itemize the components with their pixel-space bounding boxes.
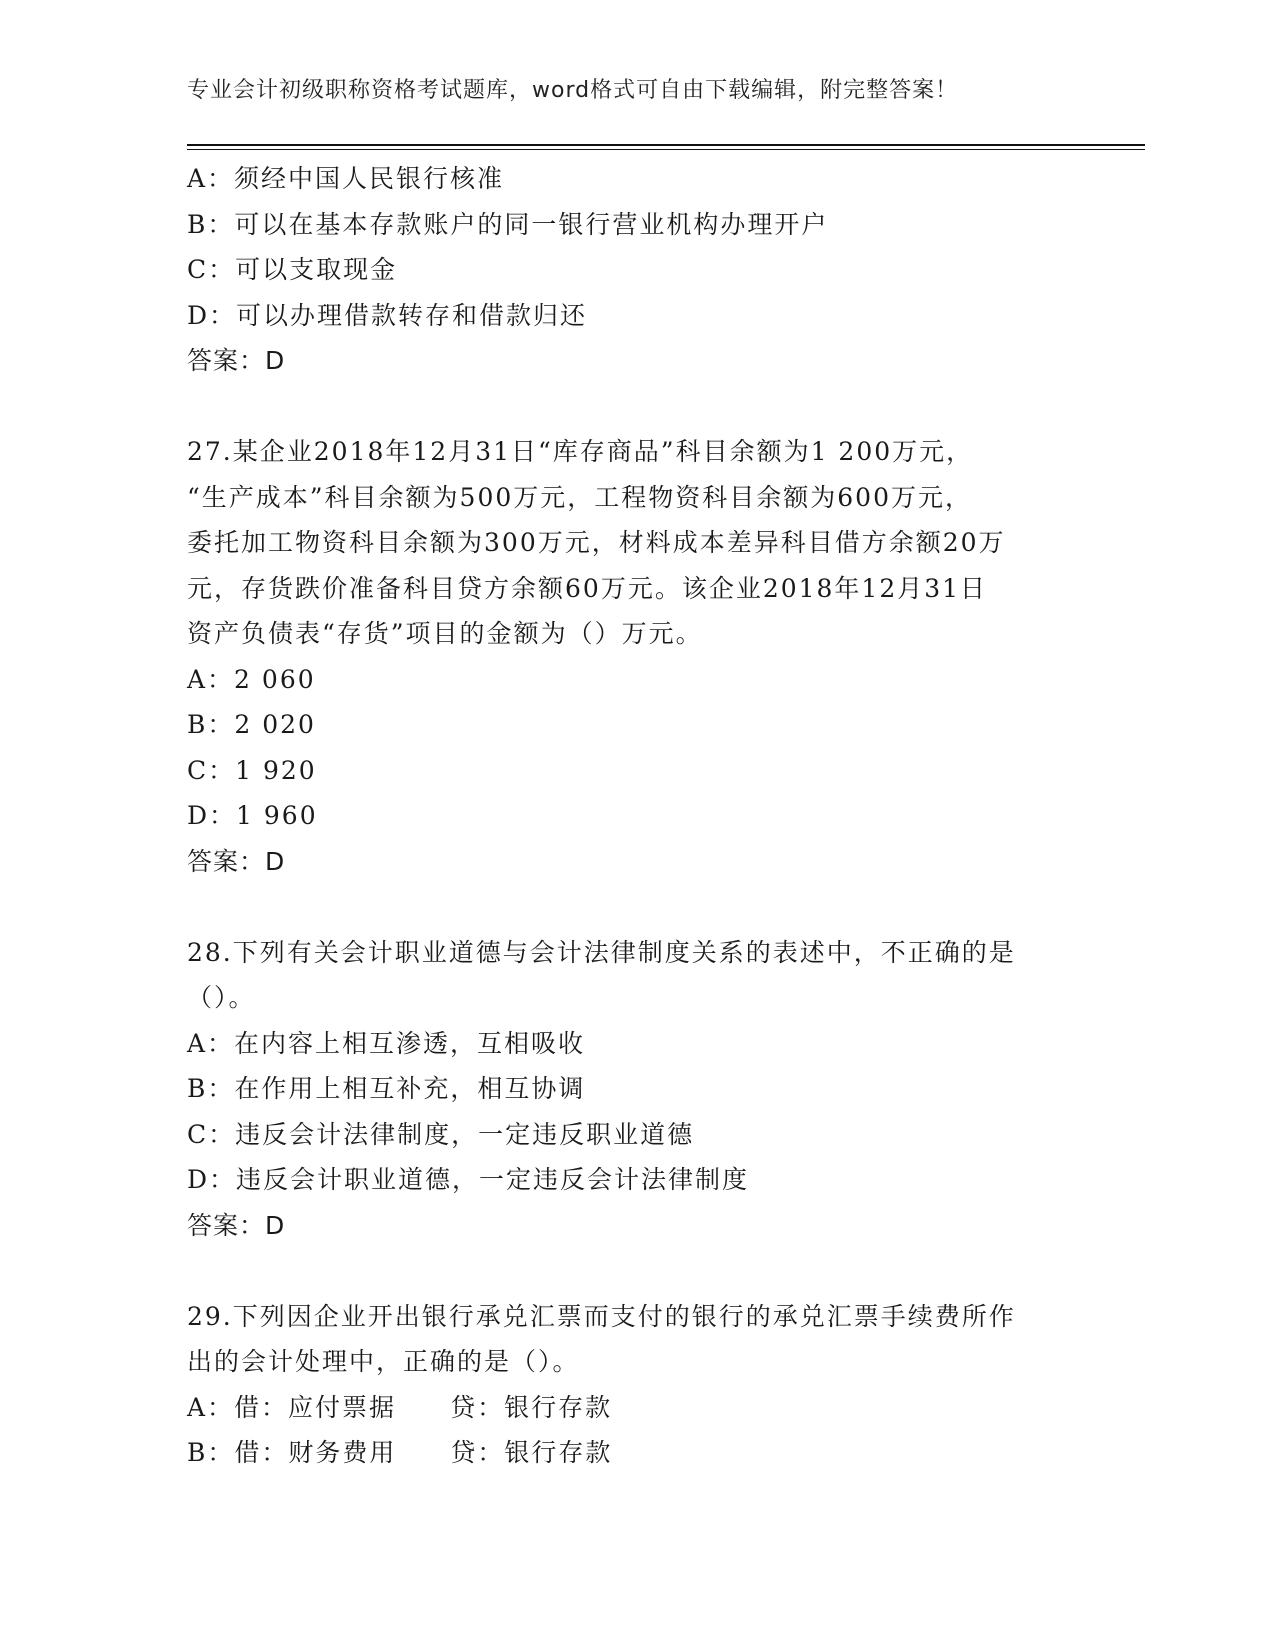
- question-text-line: “生产成本”科目余额为500万元，工程物资科目余额为600万元，: [187, 482, 972, 512]
- option-a: A：2 060: [187, 664, 316, 694]
- option-credit: 贷：银行存款: [450, 1438, 613, 1467]
- option-debit: A：借：应付票据: [187, 1392, 397, 1422]
- question-text-line: 29.下列因企业开出银行承兑汇票而支付的银行的承兑汇票手续费所作: [187, 1301, 1016, 1331]
- option-d: D：违反会计职业道德，一定违反会计法律制度: [187, 1165, 750, 1194]
- question-text-line: （）。: [187, 983, 256, 1012]
- question-text-line: 出的会计处理中，正确的是（）。: [187, 1347, 580, 1376]
- answer-line: 答案：D: [187, 846, 286, 876]
- header-rule-thin: [187, 149, 1145, 150]
- answer-line: 答案：D: [187, 346, 286, 375]
- spacer: [187, 384, 1087, 430]
- page-header: 专业会计初级职称资格考试题库，word格式可自由下载编辑，附完整答案！: [187, 78, 959, 103]
- question-text-line: 28.下列有关会计职业道德与会计法律制度关系的表述中，不正确的是: [187, 937, 1016, 967]
- option-b: [187, 1430, 1087, 1476]
- option-c: C：1 920: [187, 755, 317, 785]
- question-text-line: 27.某企业2018年12月31日“库存商品”科目余额为1 200万元，: [187, 437, 974, 466]
- option-debit: B：借：财务费用: [187, 1438, 397, 1467]
- option-c: C：违反会计法律制度，一定违反职业道德: [187, 1119, 695, 1149]
- question-text-line: 资产负债表“存货”项目的金额为（）万元。: [187, 619, 703, 648]
- question-text-line: 委托加工物资科目余额为300万元，材料成本差异科目借方余额20万: [187, 528, 1006, 557]
- question-27: [187, 429, 1087, 884]
- option-b: B：2 020: [187, 710, 316, 739]
- option-b: B：可以在基本存款账户的同一银行营业机构办理开户: [187, 209, 829, 239]
- question-text-line: 元，存货跌价准备科目贷方余额60万元。该企业2018年12月31日: [187, 573, 988, 603]
- option-c: C：可以支取现金: [187, 255, 398, 284]
- option-credit: 贷：银行存款: [450, 1392, 613, 1422]
- question-content: [187, 156, 1087, 1476]
- question-28: [187, 930, 1087, 1249]
- option-a: A：须经中国人民银行核准: [187, 164, 505, 193]
- option-d: D：1 960: [187, 801, 318, 830]
- header-rule-thick: [187, 144, 1145, 146]
- spacer: [187, 884, 1087, 930]
- question-29: [187, 1294, 1087, 1476]
- question-26: [187, 156, 1087, 384]
- answer-line: 答案：D: [187, 1210, 286, 1240]
- spacer: [187, 1248, 1087, 1294]
- option-b: B：在作用上相互补充，相互协调: [187, 1074, 586, 1103]
- option-a: [187, 1385, 1087, 1431]
- option-d: D：可以办理借款转存和借款归还: [187, 300, 588, 330]
- option-a: A：在内容上相互渗透，互相吸收: [187, 1028, 586, 1058]
